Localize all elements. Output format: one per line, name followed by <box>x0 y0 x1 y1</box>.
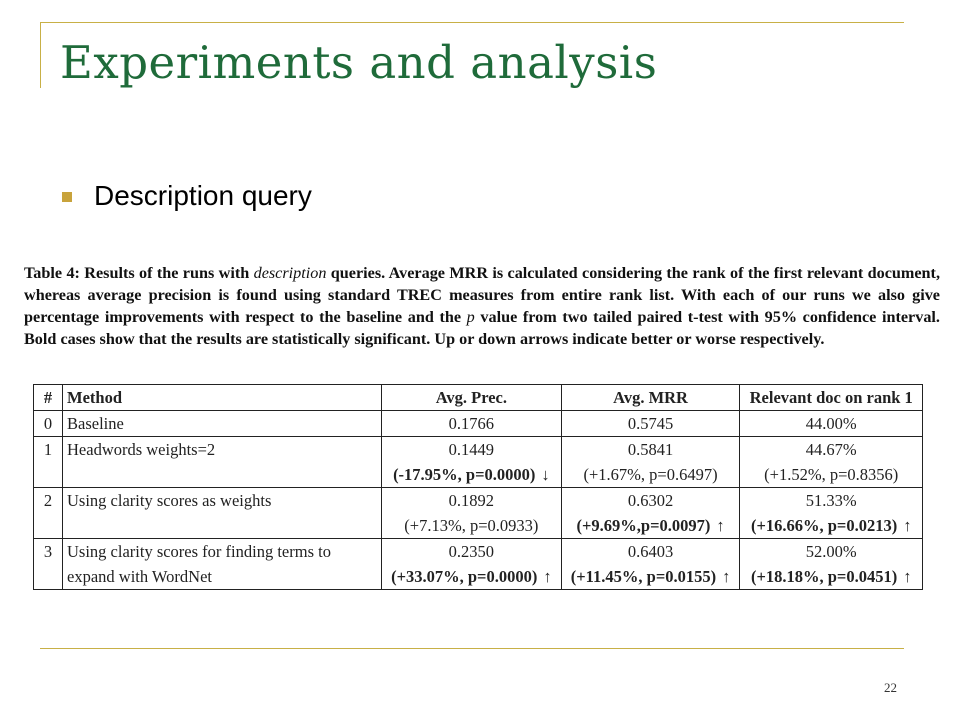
mrr-value: 0.6302 <box>627 491 674 510</box>
mrr-pct: (+1.67%, p=0.6497) <box>583 465 718 484</box>
row-num: 2 <box>34 488 63 539</box>
table-caption <box>24 262 940 350</box>
caption-text-1: Table 4: Results of the runs with <box>24 264 254 282</box>
prec-pct: (+7.13%, p=0.0933) <box>404 516 539 535</box>
row-rel <box>740 539 923 590</box>
header-avg-mrr: Avg. MRR <box>561 385 740 411</box>
row-prec <box>382 437 562 488</box>
up-arrow-icon: ↑ <box>903 516 912 535</box>
prec-value: 0.2350 <box>448 542 495 561</box>
rel-value: 44.00% <box>805 414 857 433</box>
mrr-pct-line <box>566 513 736 538</box>
row-prec <box>382 539 562 590</box>
table-row <box>34 539 923 590</box>
mrr-pct-line <box>566 564 736 589</box>
prec-value: 0.1766 <box>448 414 495 433</box>
rel-pct-line <box>744 513 918 538</box>
page-number: 22 <box>884 680 897 695</box>
row-method: Headwords weights=2 <box>63 437 382 488</box>
prec-value: 0.1892 <box>448 491 495 510</box>
row-method: Using clarity scores as weights <box>63 488 382 539</box>
row-mrr <box>561 411 740 437</box>
row-prec <box>382 411 562 437</box>
row-mrr <box>561 437 740 488</box>
row-rel <box>740 411 923 437</box>
slide-title: Experiments and analysis <box>60 36 658 89</box>
row-num: 1 <box>34 437 63 488</box>
mrr-value: 0.5745 <box>627 414 674 433</box>
row-method: Using clarity scores for finding terms to expand with WordNet <box>63 539 382 590</box>
rel-value: 52.00% <box>805 542 857 561</box>
rel-pct: (+16.66%, p=0.0213) <box>750 516 898 535</box>
row-num: 3 <box>34 539 63 590</box>
prec-value: 0.1449 <box>448 440 495 459</box>
bullet-text: Description query <box>94 180 312 211</box>
rel-pct: (+1.52%, p=0.8356) <box>764 465 899 484</box>
header-avg-prec: Avg. Prec. <box>382 385 562 411</box>
header-num: # <box>34 385 63 411</box>
bullet-square-icon <box>62 192 72 202</box>
up-arrow-icon: ↑ <box>543 567 552 586</box>
row-mrr <box>561 539 740 590</box>
left-rule <box>40 22 41 88</box>
header-relevant-doc: Relevant doc on rank 1 <box>740 385 923 411</box>
results-table <box>33 384 923 590</box>
prec-pct-line <box>386 564 557 589</box>
prec-pct: (-17.95%, p=0.0000) <box>393 465 536 484</box>
caption-italic-1: description <box>253 264 327 282</box>
prec-pct: (+33.07%, p=0.0000) <box>391 567 538 586</box>
bottom-rule <box>40 648 904 649</box>
table-row <box>34 437 923 488</box>
table-header-row <box>34 385 923 411</box>
up-arrow-icon: ↑ <box>722 567 731 586</box>
row-rel <box>740 488 923 539</box>
row-rel <box>740 437 923 488</box>
rel-pct-line <box>744 564 918 589</box>
mrr-value: 0.6403 <box>627 542 674 561</box>
row-num: 0 <box>34 411 63 437</box>
header-method: Method <box>63 385 382 411</box>
row-mrr <box>561 488 740 539</box>
rel-value: 44.67% <box>805 440 857 459</box>
up-arrow-icon: ↑ <box>903 567 912 586</box>
row-method: Baseline <box>63 411 382 437</box>
prec-pct-line <box>386 462 557 487</box>
rel-pct: (+18.18%, p=0.0451) <box>750 567 898 586</box>
table-row <box>34 488 923 539</box>
row-prec <box>382 488 562 539</box>
table-row <box>34 411 923 437</box>
mrr-value: 0.5841 <box>627 440 674 459</box>
top-rule <box>40 22 904 23</box>
caption-text-2: queries. Average MRR is calculated considering the rank of the first relevant document, whereas average precision is found using standard TREC measures from entire rank list. With each of our runs we also give percentage improvements with respect to the baseline and the <box>24 264 940 326</box>
down-arrow-icon: ↓ <box>541 465 550 484</box>
mrr-pct: (+9.69%,p=0.0097) <box>576 516 711 535</box>
caption-italic-2: p <box>466 308 475 326</box>
mrr-pct: (+11.45%, p=0.0155) <box>570 567 717 586</box>
caption-text-3: value from two tailed paired t-test with 95% confidence interval. Bold cases show that the results are statistically significant. Up or down arrows indicate better or worse respectively. <box>24 308 940 348</box>
up-arrow-icon: ↑ <box>716 516 725 535</box>
rel-value: 51.33% <box>805 491 857 510</box>
